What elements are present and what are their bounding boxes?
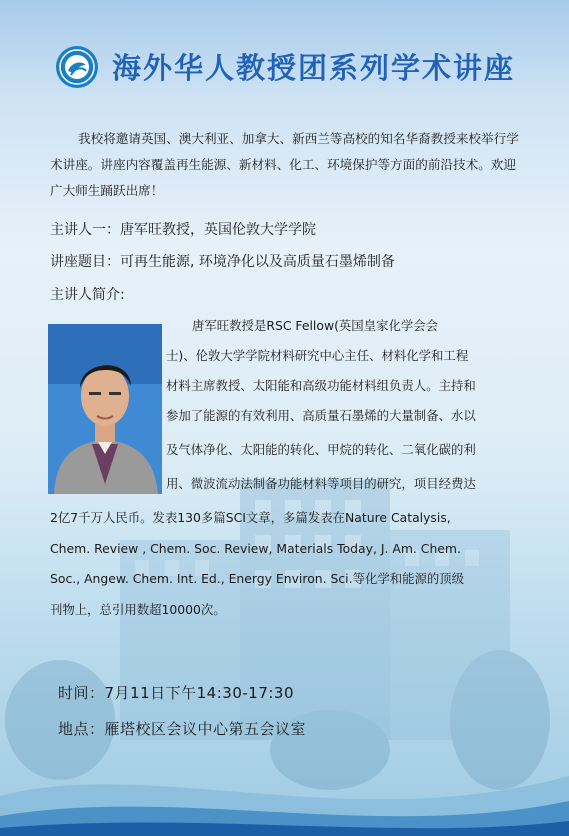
time-line: 时间：7月11日下午14:30-17:30 — [58, 684, 294, 702]
bio-line: 及气体净化、太阳能的转化、甲烷的转化、二氧化碳的利 — [166, 442, 476, 457]
bio-line: 刊物上，总引用数超10000次。 — [50, 601, 226, 617]
bio-continued — [50, 503, 530, 625]
place-line: 地点：雁塔校区会议中心第五会议室 — [58, 720, 307, 738]
bio-line: 唐军旺教授是RSC Fellow(英国皇家化学会会 — [192, 318, 439, 333]
bio-line: 士)、伦敦大学学院材料研究中心主任、材料化学和工程 — [166, 348, 469, 363]
topic-line: 讲座题目：可再生能源, 环境净化以及高质量石墨烯制备 — [50, 254, 395, 270]
intro-paragraph: 我校将邀请英国、澳大利亚、加拿大、新西兰等高校的知名华裔教授来校举行学术讲座。讲座内容覆盖再生能源、新材料、化工、环境保护等方面的前沿技术。欢迎广大师生踊跃出席！ — [50, 131, 519, 198]
bio-line: 材料主席教授、太阳能和高级功能材料组负责人。主持和 — [166, 378, 476, 393]
bio-line: Chem. Review , Chem. Soc. Review, Materials Today, J. Am. Chem. — [50, 540, 461, 556]
university-emblem-icon — [55, 45, 99, 89]
bio-line: 2亿7千万人民币。发表130多篇SCI文章，多篇发表在Nature Catalysis, — [50, 510, 451, 525]
poster-title: 海外华人教授团系列学术讲座 — [112, 51, 516, 85]
bio-line: 用、微波流动法制备功能材料等项目的研究，项目经费达 — [166, 476, 476, 491]
speaker-line: 主讲人一：唐军旺教授，英国伦敦大学学院 — [50, 222, 316, 238]
bio-heading: 主讲人简介: — [50, 287, 125, 303]
bio-line: 参加了能源的有效利用、高质量石墨烯的大量制备、水以 — [166, 408, 476, 423]
speaker-portrait — [48, 324, 162, 494]
bio-line: Soc., Angew. Chem. Int. Ed., Energy Environ. Sci.等化学和能源的顶级 — [50, 571, 465, 586]
